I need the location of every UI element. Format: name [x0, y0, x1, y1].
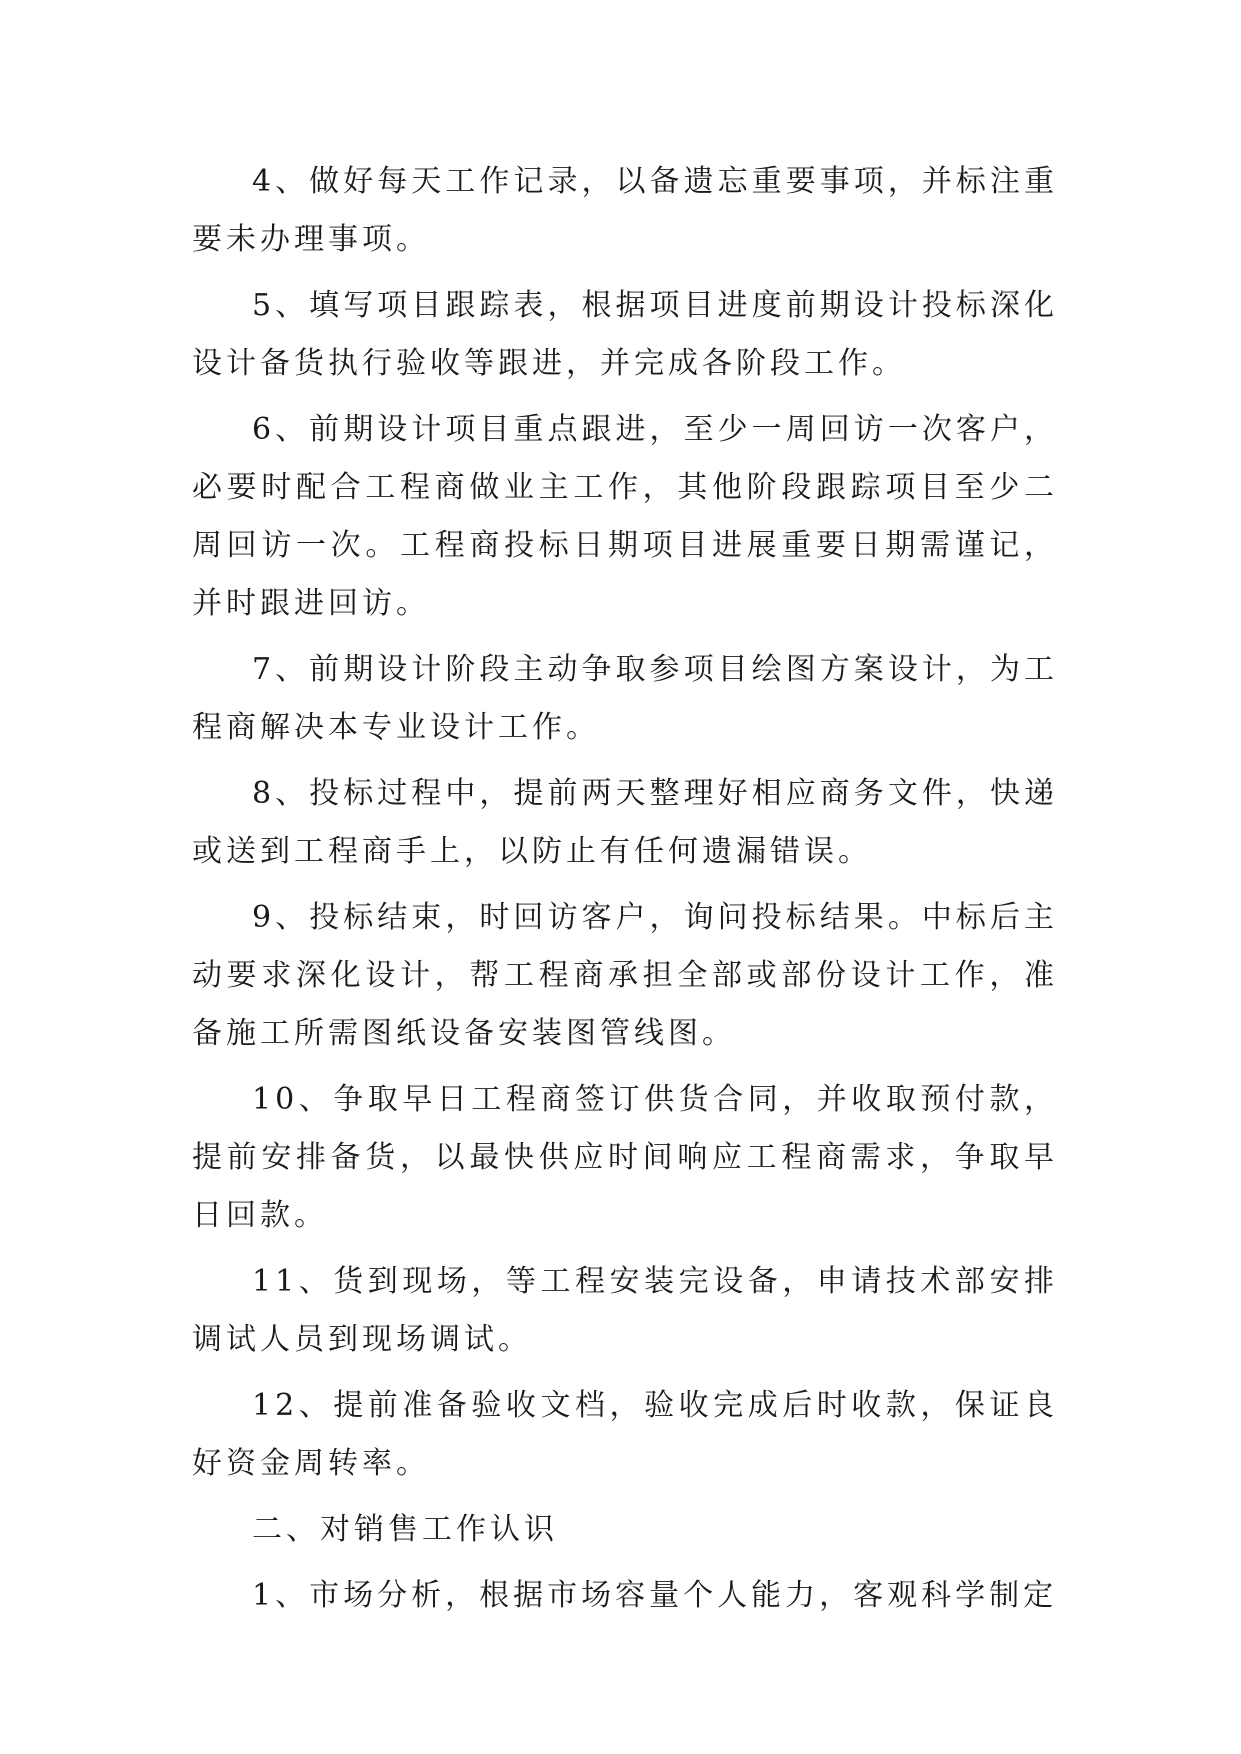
section-heading-sales-understanding: 二、对销售工作认识: [252, 1512, 558, 1547]
paragraph-item-5: 5、填写项目跟踪表，根据项目进度前期设计投标深化设计备货执行验收等跟进，并完成各阶段工作。: [192, 288, 1058, 381]
paragraph-item-12: 12、提前准备验收文档，验收完成后时收款，保证良好资金周转率。: [192, 1388, 1058, 1481]
paragraph-item-4: 4、做好每天工作记录，以备遗忘重要事项，并标注重要未办理事项。: [192, 164, 1058, 257]
paragraph-item-6: 6、前期设计项目重点跟进，至少一周回访一次客户，必要时配合工程商做业主工作，其他阶段跟踪项目至少二周回访一次。工程商投标日期项目进展重要日期需谨记，并时跟进回访。: [192, 412, 1058, 621]
paragraph-item-10: 10、争取早日工程商签订供货合同，并收取预付款，提前安排备货，以最快供应时间响应工程商需求，争取早日回款。: [192, 1082, 1058, 1233]
document-body: [192, 153, 1058, 1633]
paragraph-item-8: 8、投标过程中，提前两天整理好相应商务文件，快递或送到工程商手上，以防止有任何遗漏错误。: [192, 776, 1058, 869]
paragraph-item-11: 11、货到现场，等工程安装完设备，申请技术部安排调试人员到现场调试。: [192, 1264, 1058, 1357]
paragraph-item-9: 9、投标结束，时回访客户，询问投标结果。中标后主动要求深化设计，帮工程商承担全部或部份设计工作，准备施工所需图纸设备安装图管线图。: [192, 900, 1058, 1051]
paragraph-item-7: 7、前期设计阶段主动争取参项目绘图方案设计，为工程商解决本专业设计工作。: [192, 652, 1058, 745]
paragraph-item-1: 1、市场分析，根据市场容量个人能力，客观科学制定: [252, 1578, 1058, 1613]
